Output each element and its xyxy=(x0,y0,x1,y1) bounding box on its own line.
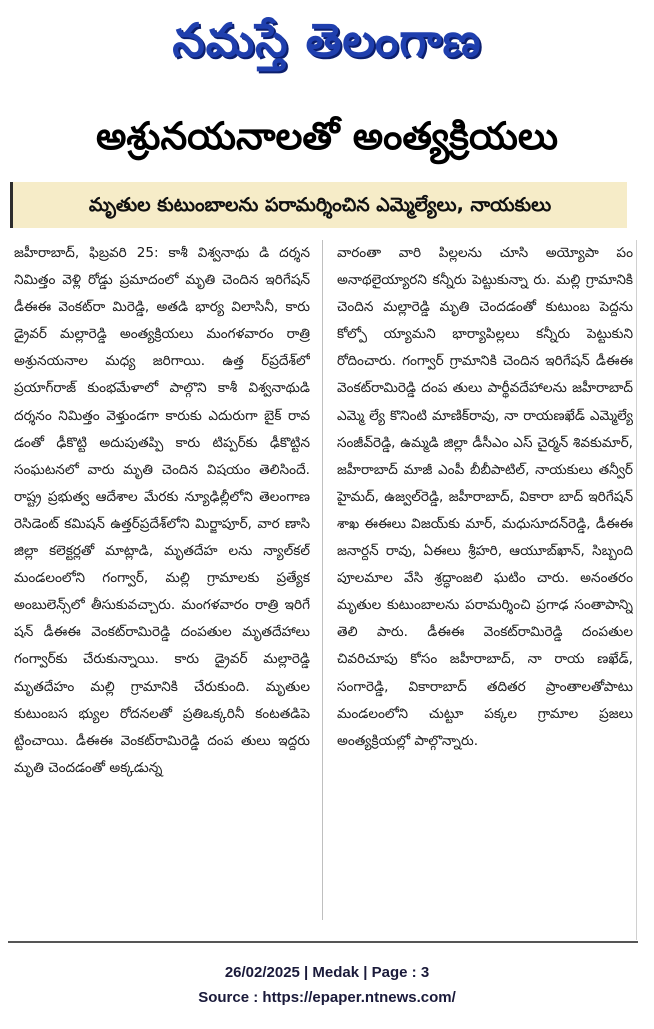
footer-divider xyxy=(8,941,638,943)
article-headline: అశ్రునయనాలతో అంత్యక్రియలు xyxy=(96,114,558,158)
column-divider xyxy=(322,240,323,920)
masthead-logo: నమస్తే తెలంగాణ xyxy=(172,13,482,67)
footer-source-link[interactable]: Source : https://epaper.ntnews.com/ xyxy=(198,989,456,1006)
article-column-1: జహీరాబాద్, ఫిబ్రవరి 25: కాశీ విశ్వనాథు డి దర్శన నిమిత్తం వెళ్లి రోడ్డు ప్రమాదంలో మృతి చెందిన ఇరిగేషన్ డీఈఈ వెంకట్‌రా మిరెడ్డి, అతడి భార్య విలాసినీ, కారు డ్రైవర్ మల్లారెడ్డి అంత్యక్రియలు మంగళవారం రాత్రి అశ్రునయనాల మధ్య జరిగాయి. ఉత్త ర్‌ప్రదేశ్‌లో ప్రయాగ్‌రాజ్ కుంభమేళాలో పాల్గొని కాశీ విశ్వనాథుడి దర్శనం నిమిత్తం వెళ్తుండగా కారుకు ఎదురుగా బైక్ రావ డంతో ఢీకొట్టి అదుపుతప్పి కారు టిప్పర్‌కు ఢీకొట్టిన సంఘటనలో వారు మృతి చెందిన విషయం తెలిసిందే. రాష్ట్ర ప్రభుత్వ ఆదేశాల మేరకు న్యూఢిల్లీలోని తెలంగాణ రెసిడెంట్ కమిషన్ ఉత్తర్‌ప్రదేశ్‌లోని మిర్జాపూర్, వార ణాసి జిల్లా కలెక్టర్లతో మాట్లాడి, మృతదేహ లను న్యాల్‌కల్ మండలంలోని గంగ్వార్, మల్లి గ్రామాలకు ప్రత్యేక అంబులెన్స్‌లో తీసుకువచ్చారు. మంగళవారం రాత్రి ఇరిగే షన్ డీఈఈ వెంకట్‌రామిరెడ్డి దంపతుల మృతదేహాలు గంగ్వార్‌కు చేరుకున్నాయి. కారు డ్రైవర్ మల్లారెడ్డి మృతదేహం మల్లి గ్రామానికి చేరుకుంది. మృతుల కుటుంబస భ్యుల రోదనలతో ప్రతిఒక్కరినీ కంటతడిపె ట్టించాయి. డీఈఈ వెంకట్‌రామిరెడ్డి దంప తులు ఇద్దరు మృతి చెందడంతో అక్కడున్న xyxy=(14,245,310,776)
article-subheadline: మృతుల కుటుంబాలను పరామర్శించిన ఎమ్మెల్యేలు, నాయకులు xyxy=(10,182,627,228)
right-border-rule xyxy=(636,240,637,940)
article-column-2: వారంతా వారి పిల్లలను చూసి అయ్యోపా పం అనాథలైయ్యారని కన్నీరు పెట్టుకున్నా రు. మల్లి గ్రామానికి చెందిన మల్లారెడ్డి మృతి చెందడంతో కుటుంబ పెద్దను కోల్పో య్యామని భార్యాపిల్లలు కన్నీరు పెట్టుకుని రోదించారు. గంగ్వార్ గ్రామానికి చెందిన ఇరిగేషన్ డీఈఈ వెంకట్‌రామిరెడ్డి దంప తులు పార్థీవదేహాలను జహీరాబాద్ ఎమ్మె ల్యే కొనింటి మాణిక్‌రావు, నా రాయణఖేడ్ ఎమ్మెల్యే సంజీవ్‌రెడ్డి, ఉమ్మడి జిల్లా డీసీఎం ఎస్ చైర్మన్ శివకుమార్, జహీరాబాద్ మాజీ ఎంపీ బీబీపాటిల్, నాయకులు తన్వీర్ హైమద్, ఉజ్వల్‌రెడ్డి, జహీరాబాద్, వికారా బాద్ ఇరిగేషన్ శాఖ ఈఈలు విజయ్‌కు మార్, మధుసూదన్‌రెడ్డి, డీఈఈ జనార్దన్ రావు, ఏఈలు శ్రీహరి, ఆయూబ్‌ఖాన్, సిబ్బంది పూలమాల వేసి శ్రద్ధాంజలి ఘటిం చారు. అనంతరం మృతుల కుటుంబాలను పరామర్శించి ప్రగాఢ సంతాపాన్ని తెలి పారు. డీఈఈ వెంకట్‌రామిరెడ్డి దంపతుల చివరిచూపు కోసం జహీరాబాద్, నా రాయ ణఖేడ్, సంగారెడ్డి, వికారాబాద్ తదితర ప్రాంతాలతోపాటు మండలంలోని చుట్టూ పక్కల గ్రామాల ప్రజలు అంత్యక్రియల్లో పాల్గొన్నారు. xyxy=(337,245,633,749)
footer-date-line: 26/02/2025 | Medak | Page : 3 xyxy=(224,964,430,981)
